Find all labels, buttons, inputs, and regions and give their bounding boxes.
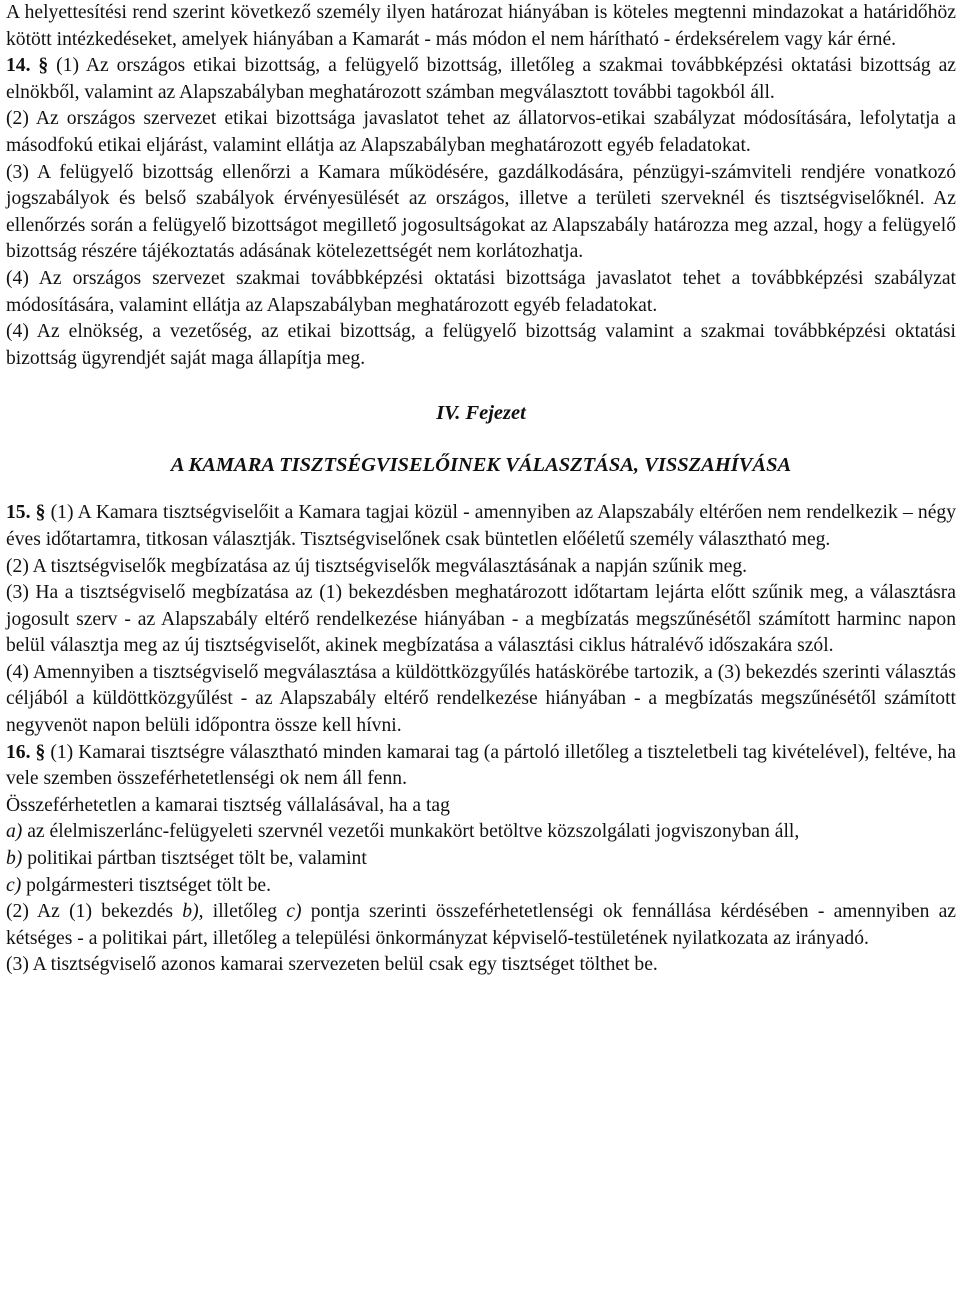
point-b-text: politikai pártban tisztséget tölt be, valamint: [22, 848, 367, 870]
intro-text: A helyettesítési rend szerint következő személy ilyen határozat hiányában is köteles megtenni mindazokat a határidőhöz kötött intézkedéseket, amelyek hiányában a Kamarát - más módon el nem hárítható - érdeksérelem vagy kár érné.: [6, 2, 956, 50]
spacer: [6, 478, 956, 500]
section-15-paragraph-1: [6, 500, 956, 553]
section-16-incompatibility-intro: Összeférhetetlen a kamarai tisztség vállalásával, ha a tag: [6, 794, 450, 816]
chapter-title: IV. Fejezet: [436, 402, 526, 425]
section-14-number: 14. §: [6, 55, 49, 77]
section-15-paragraph-2: (2) A tisztségviselők megbízatása az új tisztségviselők megválasztásának a napján szűnik meg.: [6, 555, 748, 577]
section-16-number: 16. §: [6, 741, 46, 763]
intro-paragraph: [6, 0, 956, 53]
spacer: [6, 372, 956, 400]
section-14-paragraph-4a: (4) Az országos szervezet szakmai továbbképzési oktatási bizottsága javaslatot tehet a továbbképzési szabályzat módosítására, valamint ellátja az Alapszabályban meghatározott egyéb feladatokat.: [6, 267, 956, 316]
s16-p2-mid: , illetőleg: [198, 901, 287, 923]
s16-p2-start: (2) Az (1) bekezdés: [6, 901, 183, 923]
point-c-text: polgármesteri tisztséget tölt be.: [21, 874, 271, 896]
chapter-heading: A KAMARA TISZTSÉGVISELŐINEK VÁLASZTÁSA, VISSZAHÍVÁSA: [170, 454, 792, 477]
section-16-p1-text: (1) Kamarai tisztségre választható minden kamarai tag (a pártoló illetőleg a tiszteletbeli tag kivételével), feltéve, ha vele szemben összeférhetetlenségi ok nem áll fenn.: [6, 741, 956, 790]
section-15-paragraph-3: (3) Ha a tisztségviselő megbízatása az (1) bekezdésben meghatározott időtartam lejárta előtt szűnik meg, a választásra jogosult szerv - az Alapszabály eltérő rendelkezése hiányában - a megbízatás megszűnésétől számított harminc napon belül választja meg az új tisztségviselőt, akinek megbízatása a választási ciklus hátralévő időszakára szól.: [6, 582, 956, 657]
section-14-paragraph-3: (3) A felügyelő bizottság ellenőrzi a Kamara működésére, gazdálkodására, pénzügyi-számviteli rendjére vonatkozó jogszabályok és belső szabályok érvényesülését az országos, illetve a területi szerveknél és tisztségviselőknél. Az ellenőrzés során a felügyelő bizottságot megillető jogosultságokat az Alapszabály határozza meg azzal, hogy a felügyelő bizottság részére tájékoztatás adásának kötelezettségét nem korlátozhatja.: [6, 161, 956, 263]
section-16-point-c: [6, 873, 956, 900]
s16-p2-ref-c: c): [286, 901, 302, 923]
point-a-text: az élelmiszerlánc-felügyeleti szervnél vezetői munkakört betöltve közszolgálati jogviszonyban áll,: [22, 821, 800, 843]
s16-p2-ref-b: b): [182, 901, 199, 923]
section-16-paragraph-1: [6, 740, 956, 793]
section-16-point-a: [6, 819, 956, 846]
point-c-letter: c): [6, 874, 22, 896]
section-14-paragraph-4b: (4) Az elnökség, a vezetőség, az etikai bizottság, a felügyelő bizottság valamint a szakmai továbbképzési oktatási bizottság ügyrendjét saját maga állapítja meg.: [6, 321, 956, 369]
s16-p2-end: pontja szerinti összeférhetetlenségi ok fennállása kérdésében - amennyiben az kétséges - a politikai párt, illetőleg a települési önkormányzat képviselő-testületének nyilatkozata az irányadó.: [6, 901, 957, 949]
point-a-letter: a): [6, 821, 23, 843]
section-16-paragraph-2: [6, 899, 956, 952]
section-14-paragraph-1: [6, 53, 956, 106]
section-15-paragraph-4: (4) Amennyiben a tisztségviselő megválasztása a küldöttközgyűlés hatáskörébe tartozik, a (3) bekezdés szerinti választás céljából a küldöttközgyűlést - az Alapszabály eltérő rendelkezése hiányában - a megbízatás megszűnésétől számított negyvenöt napon belüli időpontra össze kell hívni.: [6, 661, 956, 737]
document-page: [6, 0, 956, 979]
section-16-point-b: [6, 846, 956, 873]
section-15-number: 15. §: [6, 502, 46, 524]
section-15-p1-text: (1) A Kamara tisztségviselőit a Kamara tagjai közül - amennyiben az Alapszabály eltérően nem rendelkezik – négy éves időtartamra, titkosan választják. Tisztségviselőnek csak büntetlen előéletű személy választható meg.: [6, 502, 957, 550]
section-16-paragraph-3: (3) A tisztségviselő azonos kamarai szervezeten belül csak egy tisztséget tölthet be.: [6, 954, 658, 976]
section-14-p1-text: (1) Az országos etikai bizottság, a felügyelő bizottság, illetőleg a szakmai továbbképzési oktatási bizottság az elnökből, valamint az Alapszabályban meghatározott számban megválasztott további tagokból áll.: [6, 55, 957, 103]
point-b-letter: b): [6, 848, 23, 870]
section-14-paragraph-2: (2) Az országos szervezet etikai bizottsága javaslatot tehet az állatorvos-etikai szabályzat módosítására, lefolytatja a másodfokú etikai eljárást, valamint ellátja az Alapszabályban meghatározott egyéb feladatokat.: [6, 108, 956, 156]
